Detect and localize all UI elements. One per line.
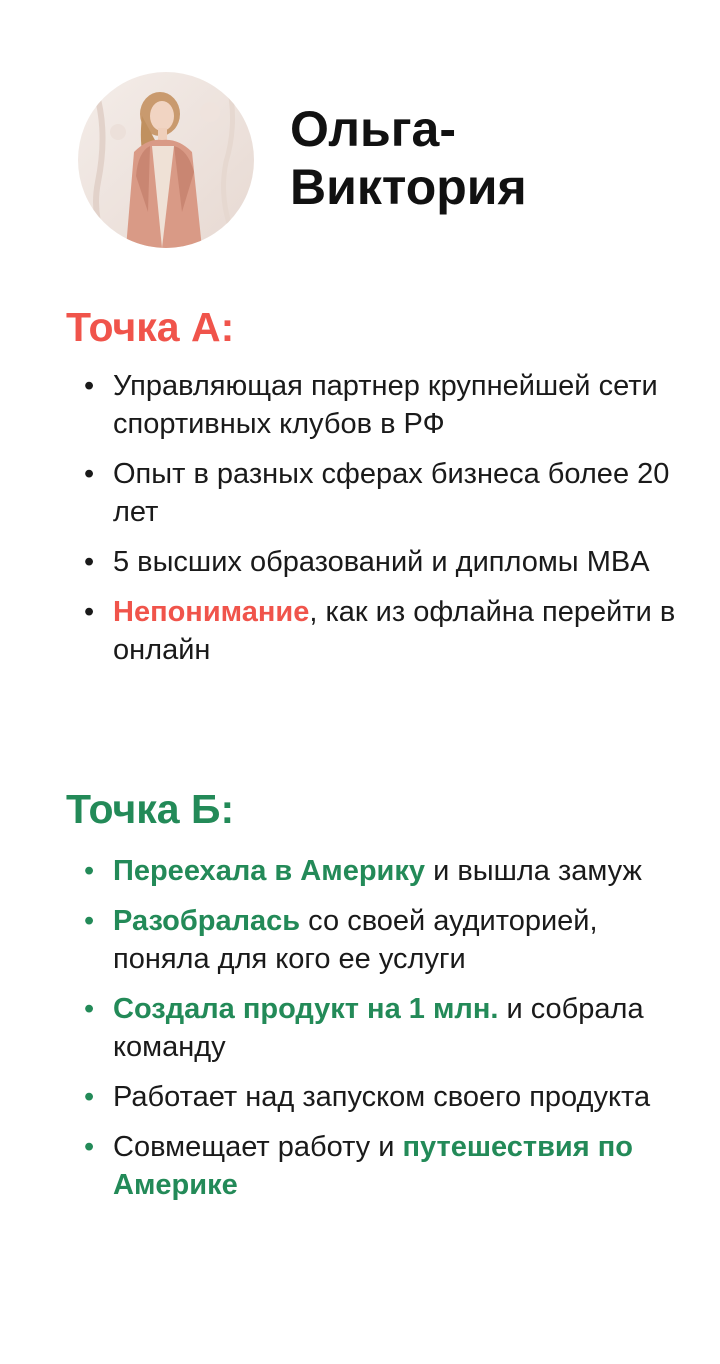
profile-name — [290, 100, 690, 216]
point-a-list — [84, 367, 684, 681]
list-item — [84, 990, 684, 1066]
list-item — [84, 1128, 684, 1204]
point-b-list — [84, 852, 684, 1216]
item-highlight: Разобралась — [113, 905, 301, 937]
bullet-icon: • — [84, 993, 95, 1025]
list-item — [84, 455, 684, 531]
bullet-icon: • — [84, 370, 95, 402]
item-text: Работает над запуском своего продукта — [113, 1081, 651, 1113]
item-text: со своей аудиторией, поняла для кого ее услуги — [113, 905, 598, 975]
item-text: , как из офлайна перейти в онлайн — [113, 596, 676, 666]
list-item — [84, 543, 684, 581]
point-a-title: Точка А: — [66, 304, 235, 350]
item-highlight: путешествия по Америке — [113, 1131, 633, 1201]
point-b-title: Точка Б: — [66, 786, 235, 832]
list-item — [84, 902, 684, 978]
bullet-icon: • — [84, 596, 95, 628]
bullet-icon: • — [84, 855, 95, 887]
item-text: 5 высших образований и дипломы MBA — [113, 546, 650, 578]
list-item — [84, 852, 684, 890]
bullet-icon: • — [84, 905, 95, 937]
bullet-icon: • — [84, 1131, 95, 1163]
item-text: Опыт в разных сферах бизнеса более 20 лет — [113, 458, 670, 528]
profile-photo — [78, 72, 254, 248]
bullet-icon: • — [84, 546, 95, 578]
item-text: Совмещает работу и — [113, 1131, 403, 1163]
item-highlight: Переехала в Америку — [113, 855, 426, 887]
item-highlight: Создала продукт на 1 млн. — [113, 993, 499, 1025]
item-text: и собрала команду — [113, 993, 644, 1063]
list-item — [84, 1078, 684, 1116]
list-item — [84, 367, 684, 443]
item-text: Управляющая партнер крупнейшей сети спортивных клубов в РФ — [113, 370, 658, 440]
profile-name-line1: Ольга- — [290, 101, 457, 157]
profile-name-line2: Виктория — [290, 159, 527, 215]
item-highlight: Непонимание — [113, 596, 310, 628]
bullet-icon: • — [84, 458, 95, 490]
bullet-icon: • — [84, 1081, 95, 1113]
item-text: и вышла замуж — [425, 855, 642, 887]
list-item — [84, 593, 684, 669]
